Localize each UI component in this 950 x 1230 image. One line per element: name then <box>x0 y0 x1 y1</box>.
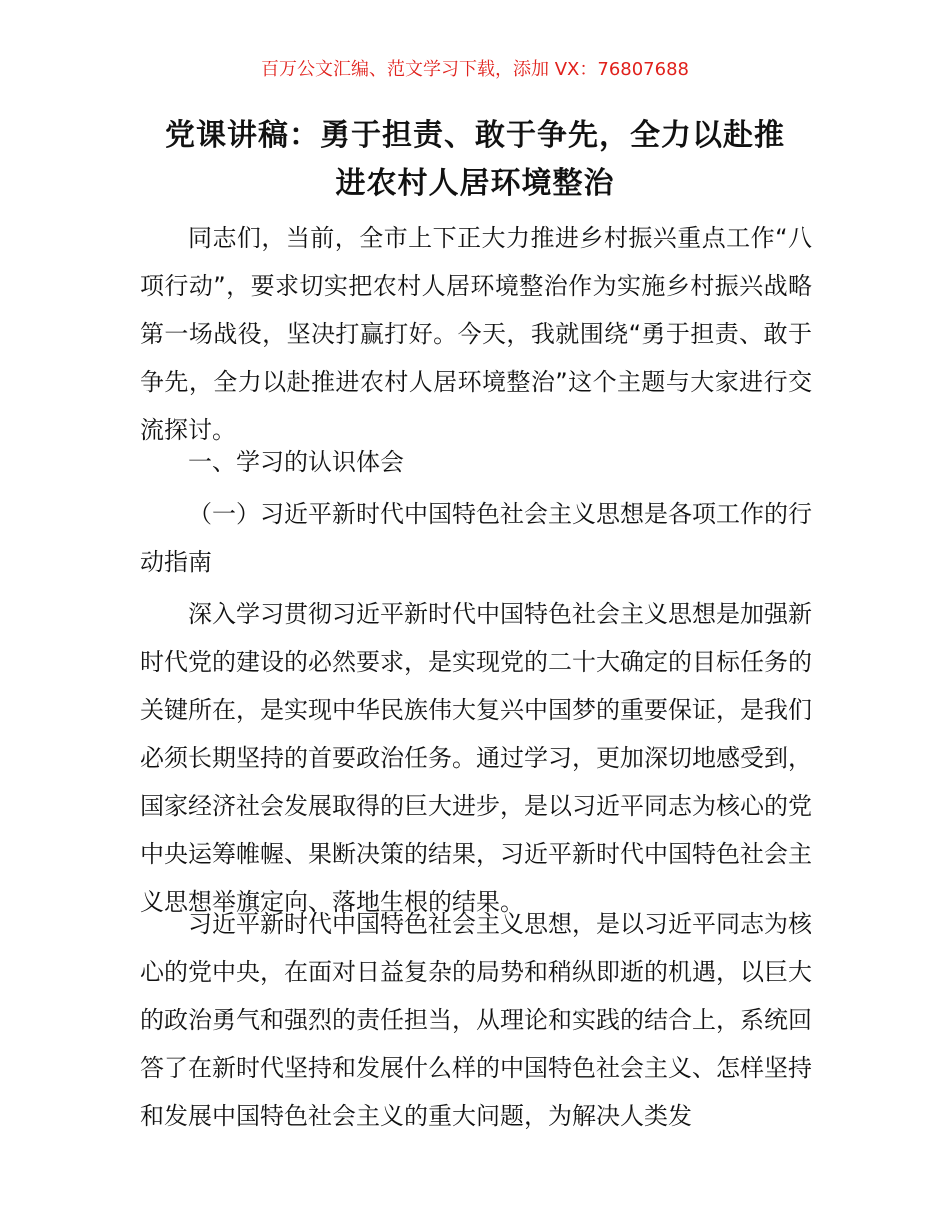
title-line-2: 进农村人居环境整治 <box>335 166 615 201</box>
intro-paragraph: 同志们，当前，全市上下正大力推进乡村振兴重点工作“八项行动”，要求切实把农村人居环境整治作为实施乡村振兴战略第一场战役，坚决打赢打好。今天，我就围绕“勇于担责、敢于争先，全力以赴推进农村人居环境整治”这个主题与大家进行交流探讨。 <box>140 224 812 444</box>
title-line-1: 党课讲稿：勇于担责、敢于争先，全力以赴推 <box>165 118 785 153</box>
body-paragraph: 习近平新时代中国特色社会主义思想，是以习近平同志为核心的党中央，在面对日益复杂的局势和稍纵即逝的机遇，以巨大的政治勇气和强烈的责任担当，从理论和实践的结合上，系统回答了在新时代坚持和发展什么样的中国特色社会主义、怎样坚持和发展中国特色社会主义的重大问题，为解决人类发 <box>140 910 812 1130</box>
subsection-heading: （一）习近平新时代中国特色社会主义思想是各项工作的行动指南 <box>140 500 812 576</box>
section-heading: 一、学习的认识体会 <box>188 448 404 476</box>
body-paragraph: 深入学习贯彻习近平新时代中国特色社会主义思想是加强新时代党的建设的必然要求，是实现党的二十大确定的目标任务的关键所在，是实现中华民族伟大复兴中国梦的重要保证，是我们必须长期坚持的首要政治任务。通过学习，更加深切地感受到，国家经济社会发展取得的巨大进步，是以习近平同志为核心的党中央运筹帷幄、果断决策的结果，习近平新时代中国特色社会主义思想举旗定向、落地生根的结果。 <box>140 600 812 916</box>
header-watermark-text: 百万公文汇编、范文学习下载，添加 VX：76807688 <box>261 59 689 80</box>
document-title <box>130 112 820 208</box>
